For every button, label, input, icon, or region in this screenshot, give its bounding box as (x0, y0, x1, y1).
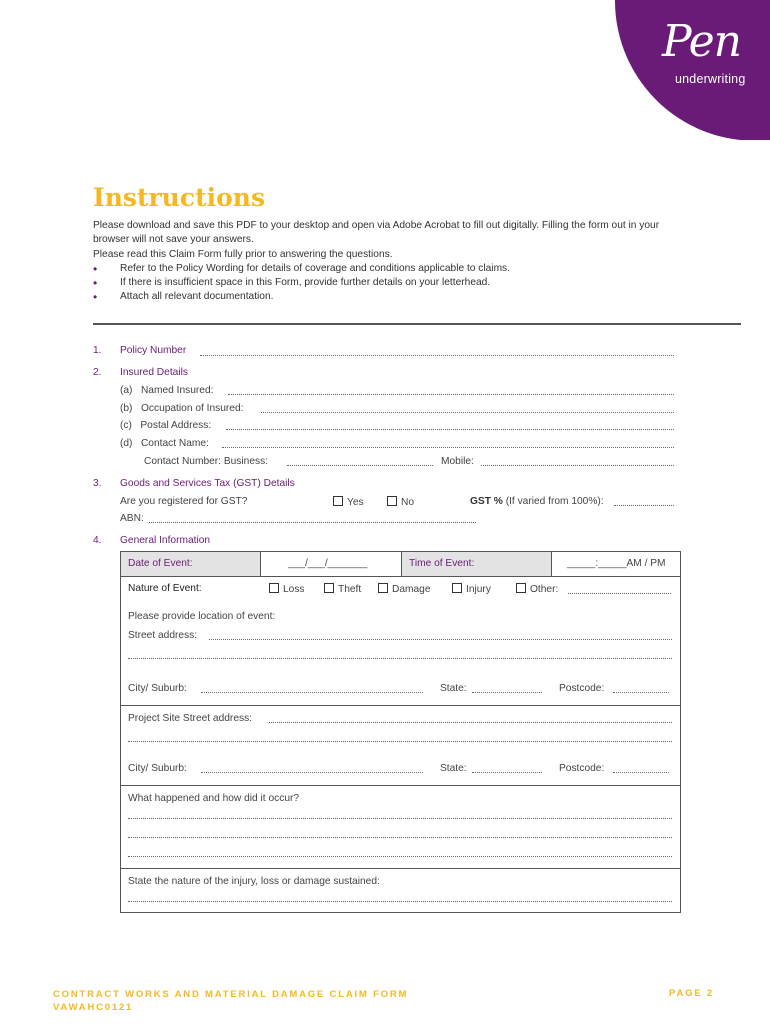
project-street-field[interactable] (269, 722, 672, 723)
named-insured-label: (a) Named Insured: (120, 385, 214, 396)
instruction-line-2: Please read this Claim Form fully prior to answering the questions. (93, 248, 393, 260)
location-prompt: Please provide location of event: (128, 611, 276, 622)
time-of-event-field[interactable]: _____:_____AM / PM (567, 558, 666, 569)
gst-no-option[interactable]: No (387, 496, 414, 508)
mobile-field[interactable] (481, 465, 674, 466)
abn-field[interactable] (149, 522, 476, 523)
occupation-label: (b) Occupation of Insured: (120, 403, 244, 414)
postcode-field[interactable] (613, 692, 669, 693)
project-street-label: Project Site Street address: (128, 713, 253, 724)
date-of-event-field[interactable]: ___/___/_______ (288, 558, 368, 569)
pen-underwriting-logo (615, 0, 770, 140)
general-information-table (120, 551, 681, 913)
time-of-event-label: Time of Event: (409, 558, 475, 569)
street-address-field-2[interactable] (128, 658, 672, 659)
nature-of-event-label: Nature of Event: (128, 583, 202, 594)
state-field[interactable] (472, 692, 542, 693)
project-state-label: State: (440, 763, 467, 774)
checkbox-icon[interactable] (387, 496, 397, 506)
table-divider (121, 576, 680, 577)
what-happened-field-3[interactable] (128, 856, 672, 857)
occupation-field[interactable] (261, 412, 674, 413)
project-street-field-2[interactable] (128, 741, 672, 742)
mobile-label: Mobile: (441, 456, 474, 467)
section-label: Policy Number (120, 345, 187, 356)
postal-address-field[interactable] (226, 429, 674, 430)
option-theft[interactable]: Theft (324, 583, 361, 595)
gst-percent-field[interactable] (614, 505, 674, 506)
footer-form-code: VAWAHC0121 (53, 1002, 134, 1013)
what-happened-field-1[interactable] (128, 818, 672, 819)
what-happened-field-2[interactable] (128, 837, 672, 838)
state-label: State: (440, 683, 467, 694)
nature-injury-label: State the nature of the injury, loss or damage sustained: (128, 876, 380, 887)
street-address-label: Street address: (128, 630, 198, 641)
table-divider (121, 868, 680, 869)
footer-page-number: PAGE 2 (669, 988, 714, 999)
checkbox-icon[interactable] (452, 583, 462, 593)
contact-number-label: Contact Number: Business: (144, 456, 269, 467)
option-other[interactable]: Other: (516, 583, 558, 595)
section-number: 4. (93, 535, 102, 546)
logo-word: underwriting (675, 72, 746, 86)
what-happened-label: What happened and how did it occur? (128, 793, 300, 804)
postal-address-label: (c) Postal Address: (120, 420, 212, 431)
checkbox-icon[interactable] (269, 583, 279, 593)
instruction-bullet: • Attach all relevant documentation. (93, 290, 693, 304)
section-number: 2. (93, 367, 102, 378)
section-label: Goods and Services Tax (GST) Details (120, 478, 295, 489)
gst-percent-label: GST % (If varied from 100%): (470, 496, 604, 507)
section-label: General Information (120, 535, 211, 546)
section-divider (93, 323, 741, 325)
nature-injury-field[interactable] (128, 901, 672, 902)
street-address-field[interactable] (209, 639, 672, 640)
other-field[interactable] (568, 593, 671, 594)
logo-script: Pen (662, 16, 742, 67)
instruction-bullet: • Refer to the Policy Wording for details of coverage and conditions applicable to claims. (93, 262, 693, 276)
contact-name-field[interactable] (222, 447, 674, 448)
section-number: 3. (93, 478, 102, 489)
section-label: Insured Details (120, 367, 188, 378)
checkbox-icon[interactable] (333, 496, 343, 506)
city-suburb-field[interactable] (201, 692, 423, 693)
policy-number-field[interactable] (200, 355, 674, 356)
instruction-line-1: Please download and save this PDF to your desktop and open via Adobe Acrobat to fill out digitally. Filling the form out in your browser will not save your answers. (93, 220, 660, 246)
footer-form-info (53, 988, 408, 1014)
project-postcode-label: Postcode: (559, 763, 605, 774)
instructions-block (93, 219, 693, 305)
project-postcode-field[interactable] (613, 772, 669, 773)
gst-question: Are you registered for GST? (120, 496, 248, 507)
city-suburb-label: City/ Suburb: (128, 683, 187, 694)
section-number: 1. (93, 345, 102, 356)
checkbox-icon[interactable] (516, 583, 526, 593)
business-phone-field[interactable] (287, 465, 433, 466)
date-of-event-label: Date of Event: (128, 558, 193, 569)
gst-yes-option[interactable]: Yes (333, 496, 364, 508)
option-injury[interactable]: Injury (452, 583, 491, 595)
project-city-field[interactable] (201, 772, 423, 773)
named-insured-field[interactable] (228, 394, 674, 395)
postcode-label: Postcode: (559, 683, 605, 694)
checkbox-icon[interactable] (324, 583, 334, 593)
footer-form-name: CONTRACT WORKS AND MATERIAL DAMAGE CLAIM FORM (53, 989, 409, 1000)
table-divider (121, 705, 680, 706)
checkbox-icon[interactable] (378, 583, 388, 593)
option-damage[interactable]: Damage (378, 583, 431, 595)
contact-name-label: (d) Contact Name: (120, 438, 209, 449)
abn-label: ABN: (120, 513, 144, 524)
table-divider (121, 785, 680, 786)
option-loss[interactable]: Loss (269, 583, 305, 595)
page-title: Instructions (93, 183, 266, 212)
project-city-label: City/ Suburb: (128, 763, 187, 774)
instruction-bullet: • If there is insufficient space in this Form, provide further details on your letterhead. (93, 276, 693, 290)
project-state-field[interactable] (472, 772, 542, 773)
